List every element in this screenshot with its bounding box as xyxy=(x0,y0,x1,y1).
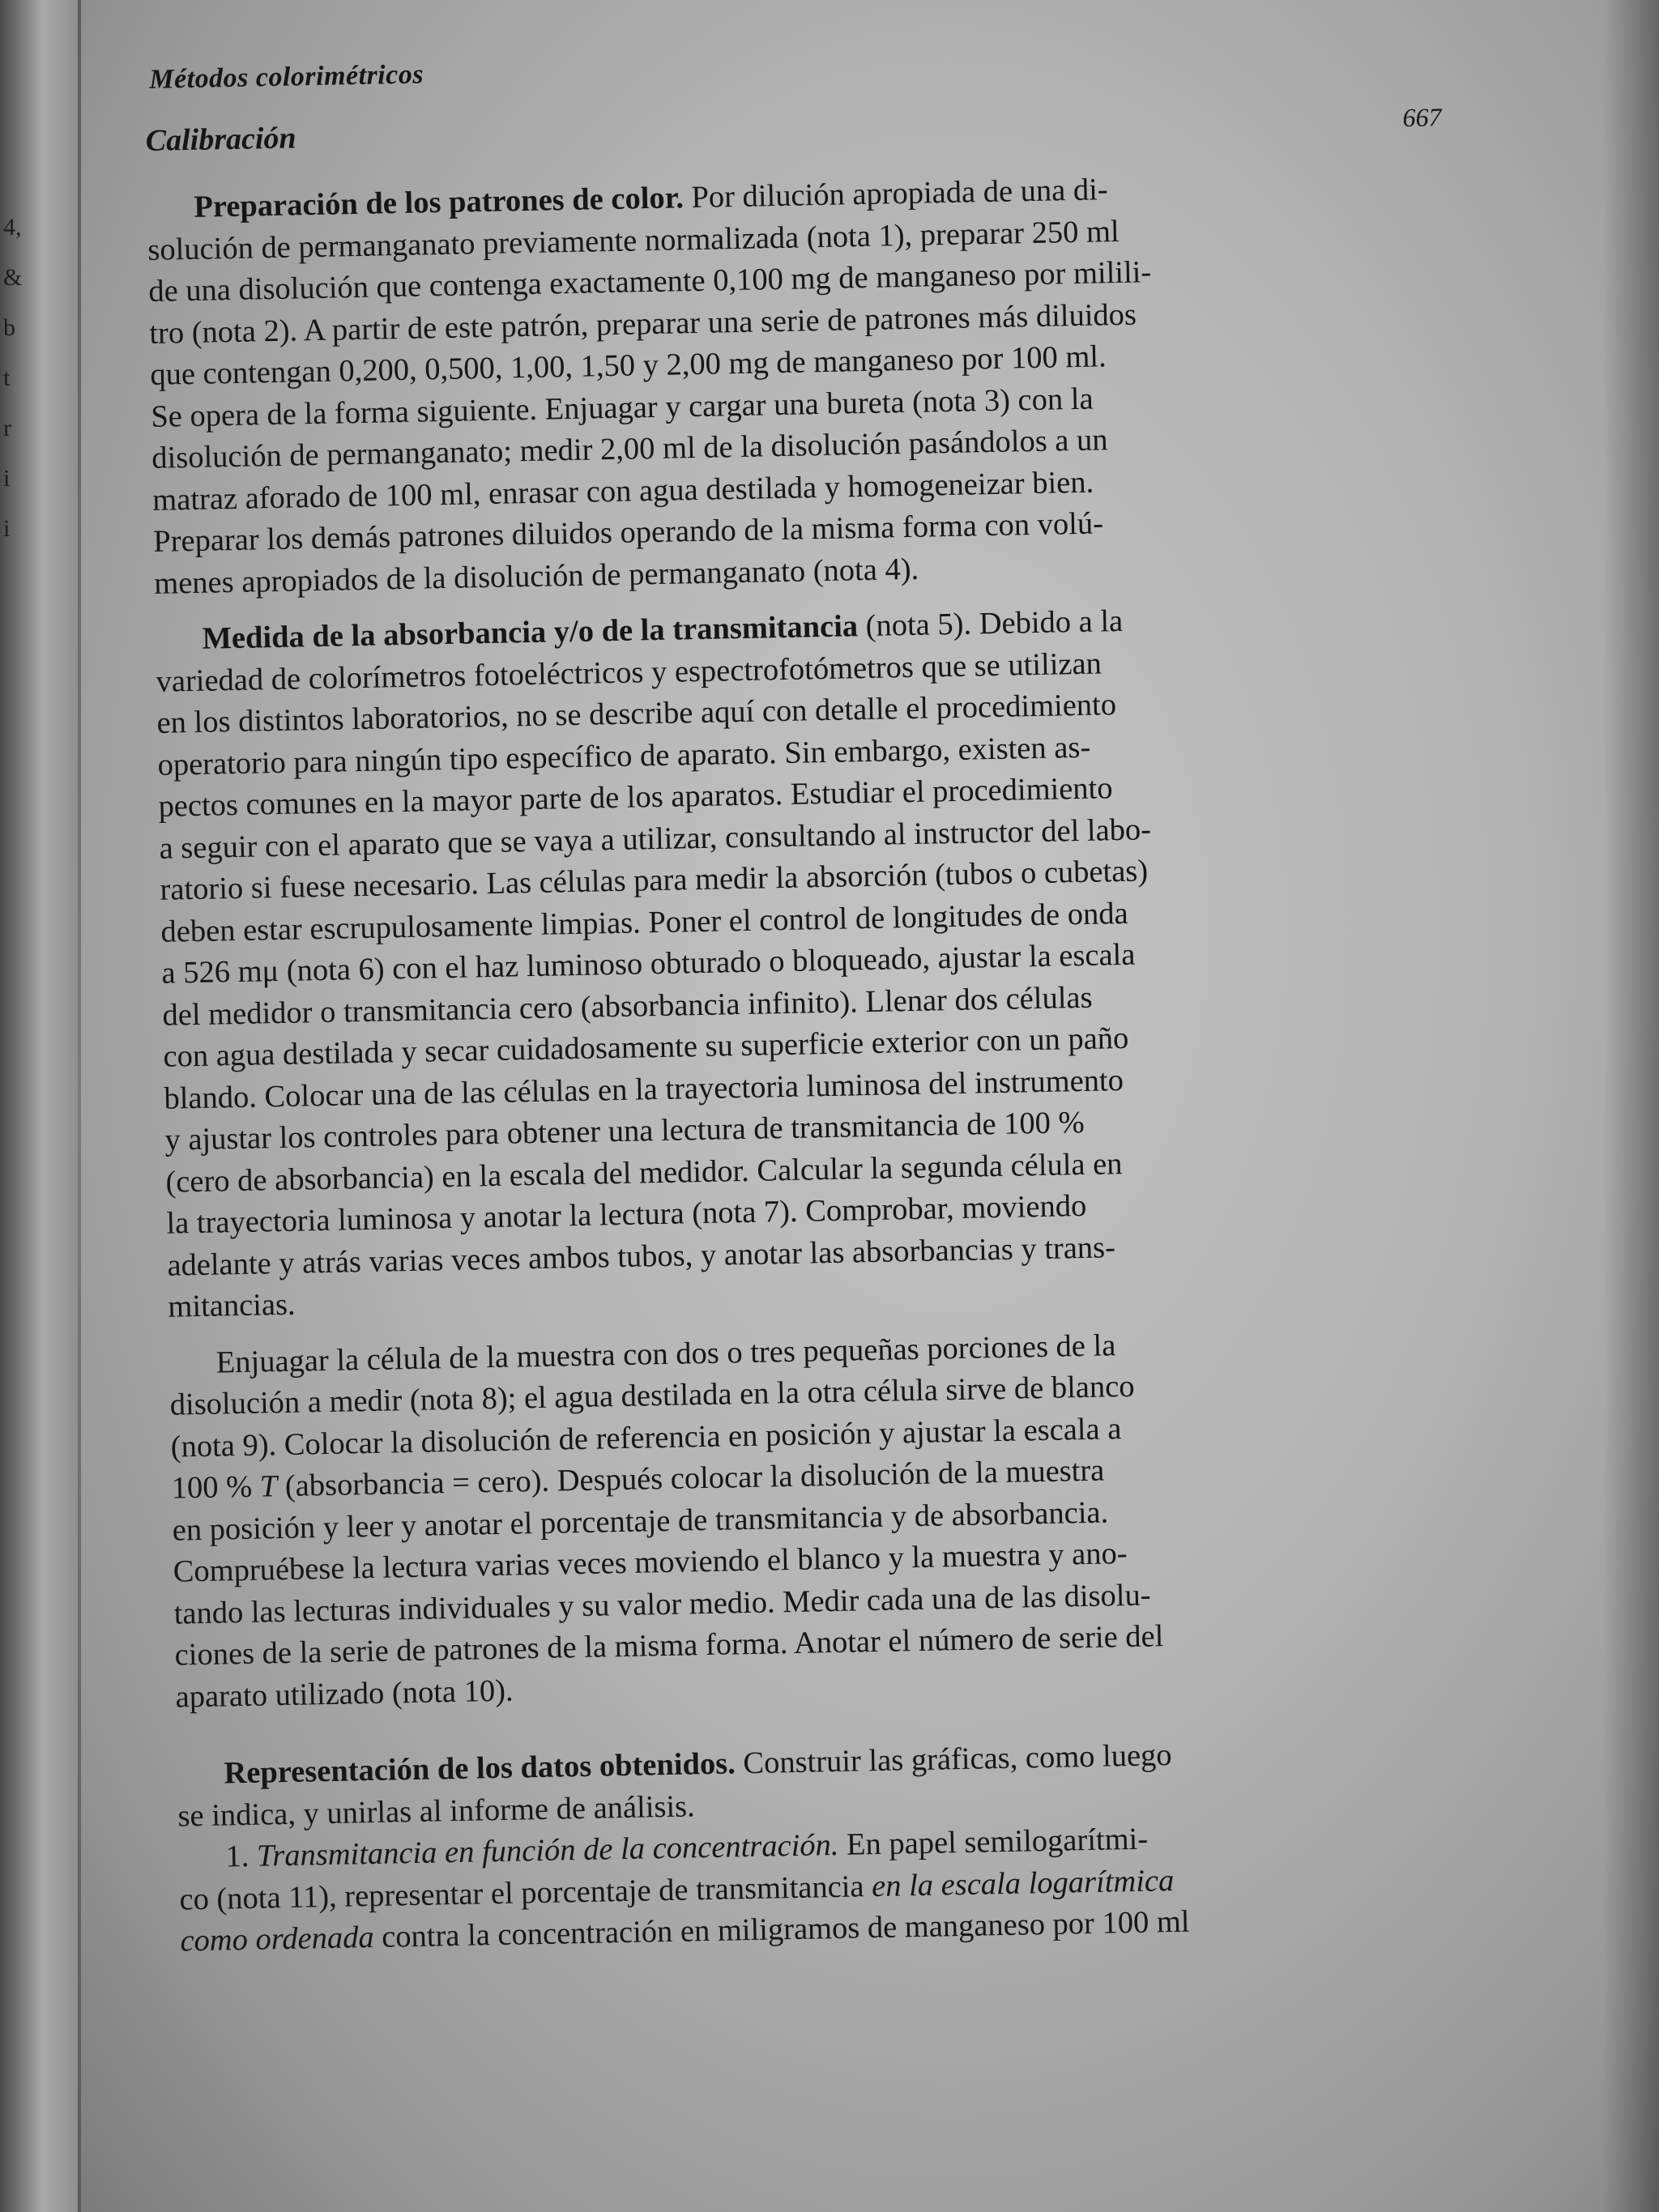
paragraph-medida xyxy=(155,595,1473,1328)
italic-symbol-t: T xyxy=(259,1469,278,1504)
paragraph-enjuagar xyxy=(168,1318,1480,1718)
text-line: Preparación de los patrones de color. Por dilución apropiada de una di- xyxy=(193,173,1109,224)
text-line: (cero de absorbancia) en la escala del medidor. Calcular la segunda célula en xyxy=(165,1146,1123,1200)
text-line: con agua destilada y secar cuidadosamente su superficie exterior con un paño xyxy=(163,1021,1129,1074)
page-number: 667 xyxy=(1402,102,1442,133)
text-line: menes apropiados de la disolución de permanganato (nota 4). xyxy=(153,552,919,601)
text-line: la trayectoria luminosa y anotar la lectura (nota 7). Comprobar, moviendo xyxy=(166,1188,1087,1241)
paragraph-heading: Medida de la absorbancia y/o de la transmitancia xyxy=(202,609,859,656)
page-content xyxy=(144,40,1485,1963)
text-line: ciones de la serie de patrones de la misma forma. Anotar el número de serie del xyxy=(174,1619,1164,1673)
text-line: deben estar escrupulosamente limpias. Poner el control de longitudes de onda xyxy=(160,896,1128,949)
text-line: matraz aforado de 100 ml, enrasar con agua destilada y homogeneizar bien. xyxy=(151,465,1094,518)
text-line: de una disolución que contenga exactamente 0,100 mg de manganeso por milili- xyxy=(147,255,1152,309)
text-line: que contengan 0,200, 0,500, 1,00, 1,50 y 2,00 mg de manganeso por 100 ml. xyxy=(149,339,1107,392)
left-page-edge xyxy=(0,0,78,2212)
text-line: Compruébese la lectura varias veces moviendo el blanco y la muestra y ano- xyxy=(173,1536,1128,1589)
section-header-row xyxy=(145,98,1450,159)
text-line: variedad de colorímetros fotoeléctricos y espectrofotómetros que se utilizan xyxy=(156,646,1102,699)
text-line: disolución de permanganato; medir 2,00 ml de la disolución pasándolos a un xyxy=(151,423,1108,475)
paragraph-heading: Transmitancia en función de la concentración. xyxy=(256,1827,839,1873)
text-line: mitancias. xyxy=(168,1287,296,1324)
text-line: 1. Transmitancia en función de la concentración. En papel semilogarítmi- xyxy=(225,1822,1149,1874)
left-page-mark: & xyxy=(3,264,23,291)
book-page xyxy=(81,0,1659,2212)
text-line: Enjuagar la célula de la muestra con dos o tres pequeñas porciones de la xyxy=(215,1328,1116,1380)
text-line: ratorio si fuese necesario. Las células para medir la absorción (tubos o cubetas) xyxy=(160,854,1149,907)
text-line: disolución a medir (nota 8); el agua destilada en la otra célula sirve de blanco xyxy=(169,1369,1135,1422)
left-page-mark: t xyxy=(3,364,11,391)
text-line: pectos comunes en la mayor parte de los aparatos. Estudiar el procedimiento xyxy=(158,771,1113,824)
text-line: Se opera de la forma siguiente. Enjuagar y cargar una bureta (nota 3) con la xyxy=(150,381,1094,434)
text-line: 100 % T (absorbancia = cero). Después colocar la disolución de la muestra xyxy=(171,1453,1105,1506)
paragraph-heading: Preparación de los patrones de color. xyxy=(193,181,684,224)
paragraph-transmitancia xyxy=(178,1813,1485,1963)
text-line: a seguir con el aparato que se vaya a utilizar, consultando al instructor del labo- xyxy=(159,812,1152,866)
left-page-marks xyxy=(3,202,36,554)
text-line: a 526 mμ (nota 6) con el haz luminoso obturado o bloqueado, ajustar la escala xyxy=(161,937,1136,991)
text-line: Medida de la absorbancia y/o de la transmitancia (nota 5). Debido a la xyxy=(202,603,1124,656)
text-line: aparato utilizado (nota 10). xyxy=(175,1673,514,1715)
text-line: (nota 9). Colocar la disolución de referencia en posición y ajustar la escala a xyxy=(170,1411,1122,1464)
text-line: operatorio para ningún tipo específico de aparato. Sin embargo, existen as- xyxy=(157,730,1091,782)
text-line: blando. Colocar una de las células en la trayectoria luminosa del instrumento xyxy=(164,1063,1124,1116)
running-head: Métodos colorimétricos xyxy=(148,59,424,95)
page-shadow xyxy=(1602,0,1659,2212)
left-page-mark: i xyxy=(3,465,11,492)
text-line: como ordenada contra la concentración en miligramos de manganeso por 100 ml xyxy=(180,1904,1190,1958)
text-line: adelante y atrás varias veces ambos tubos, y anotar las absorbancias y trans- xyxy=(167,1230,1116,1283)
text-line: se indica, y unirlas al informe de análisis. xyxy=(177,1788,696,1834)
text-line: en los distintos laboratorios, no se describe aquí con detalle el procedimiento xyxy=(156,688,1117,740)
list-number: 1. xyxy=(225,1839,258,1874)
text-line: solución de permanganato previamente normalizada (nota 1), preparar 250 ml xyxy=(147,214,1120,267)
text-line: en posición y leer y anotar el porcentaje de transmitancia y de absorbancia. xyxy=(172,1494,1109,1548)
paragraph-heading: Representación de los datos obtenidos. xyxy=(224,1746,736,1791)
text-line: Representación de los datos obtenidos. Construir las gráficas, como luego xyxy=(224,1738,1172,1791)
left-page-mark: r xyxy=(3,415,11,441)
text-line: y ajustar los controles para obtener una lectura de transmitancia de 100 % xyxy=(164,1105,1085,1157)
section-heading: Calibración xyxy=(145,121,296,158)
text-line: del medidor o transmitancia cero (absorbancia infinito). Llenar dos células xyxy=(162,980,1093,1033)
left-page-mark: i xyxy=(3,515,11,542)
text-line: tando las lecturas individuales y su valor medio. Medir cada una de las disolu- xyxy=(173,1577,1151,1631)
text-line: co (nota 11), representar el porcentaje de transmitancia en la escala logarítmica xyxy=(179,1863,1175,1917)
text-line: Preparar los demás patrones diluidos operando de la misma forma con volú- xyxy=(152,506,1104,559)
left-page-mark: b xyxy=(3,314,15,341)
left-page-mark: 4, xyxy=(3,214,22,241)
text-line: tro (nota 2). A partir de este patrón, preparar una serie de patrones más diluidos xyxy=(148,297,1137,351)
paragraph-preparacion xyxy=(147,163,1459,605)
